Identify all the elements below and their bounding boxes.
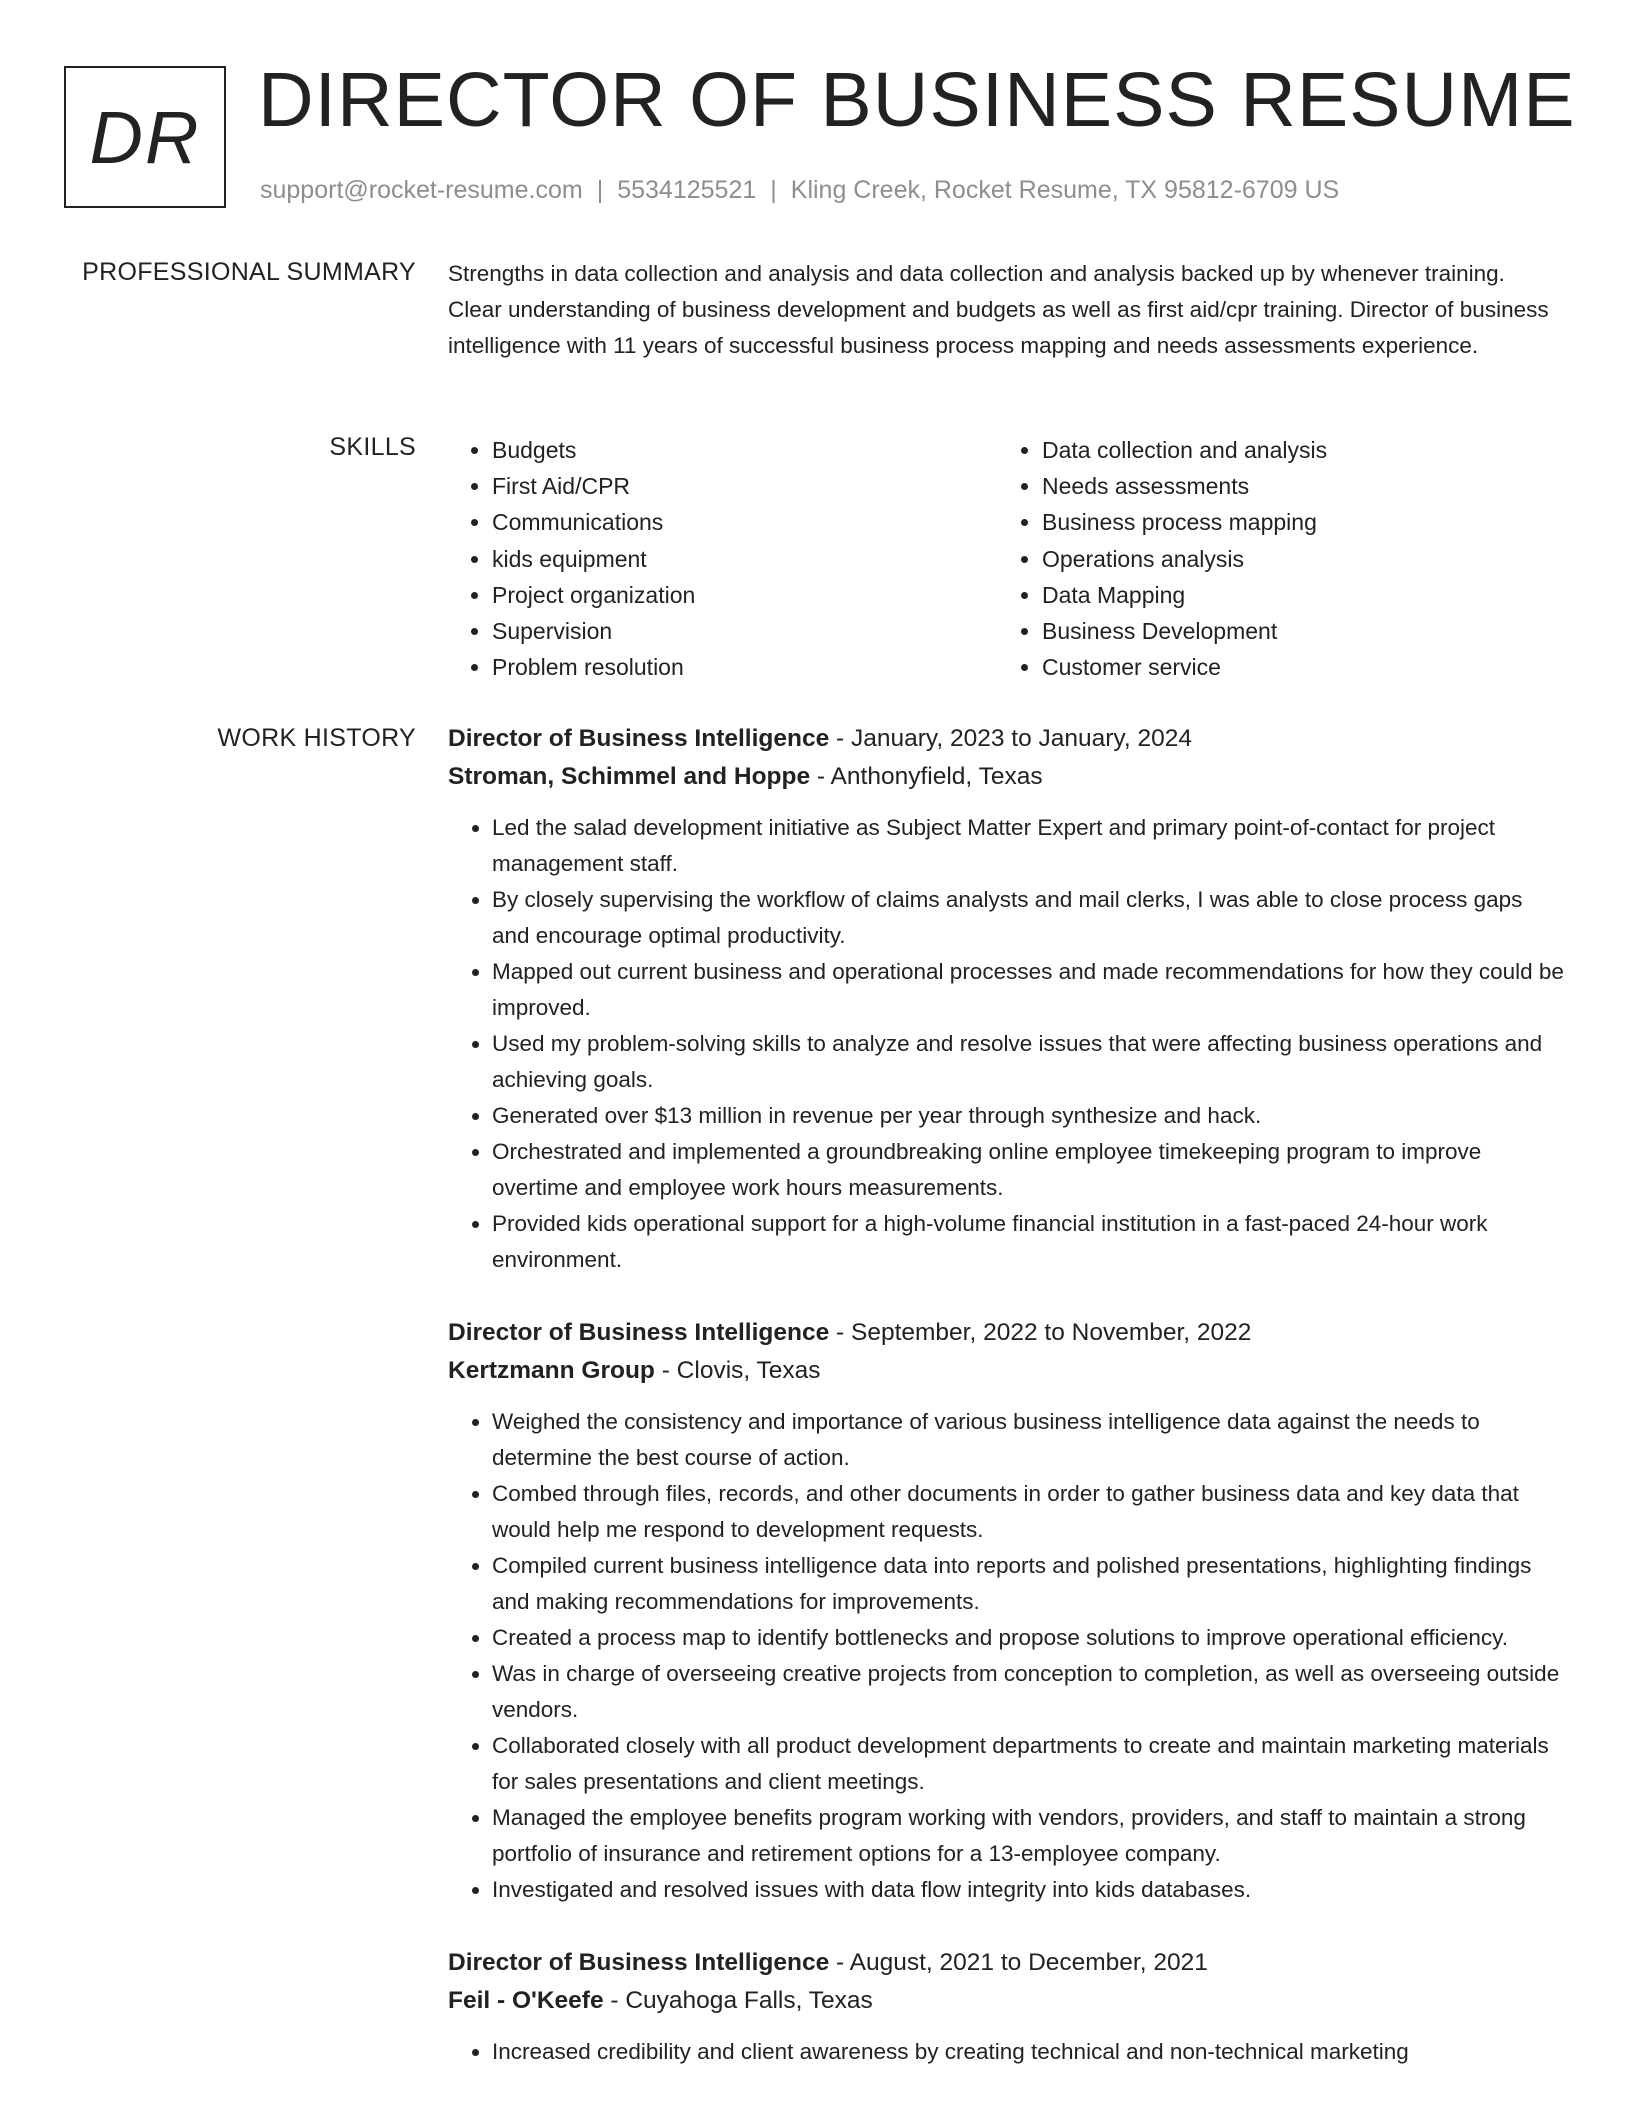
job-bullet: • Was in charge of overseeing creative projects from conception to completion, as well as overseeing outside vendors. [492,1656,1564,1728]
job-bullet: • Generated over $13 million in revenue per year through synthesize and hack. [492,1098,1564,1134]
job-bullets [448,1404,1564,1908]
contact-address: Kling Creek, Rocket Resume, TX 95812-6709 US [790,176,1340,204]
job-dates: - August, 2021 to December, 2021 [829,1949,1208,1976]
job-bullets [448,810,1564,1278]
summary-heading: PROFESSIONAL SUMMARY [82,258,416,286]
job-role: Director of Business Intelligence [448,1949,830,1976]
job-company-line [448,1982,1564,2020]
job-location: - Cuyahoga Falls, Texas [603,1987,873,2014]
skill-item: • Problem resolution [492,649,695,685]
skill-item: • Supervision [492,613,695,649]
skills-list-right [998,432,1327,685]
work-history-heading: WORK HISTORY [217,724,416,752]
job-bullet: • Orchestrated and implemented a groundbreaking online employee timekeeping program to improve overtime and employee work hours measurements. [492,1134,1564,1206]
job-role: Director of Business Intelligence [448,725,830,752]
job-title-line [448,720,1564,758]
job-bullet: • Weighed the consistency and importance of various business intelligence data against the needs to determine the best course of action. [492,1404,1564,1476]
job-title-line [448,1944,1564,1982]
skill-item: • First Aid/CPR [492,468,695,504]
job-bullet: • Created a process map to identify bottlenecks and propose solutions to improve operational efficiency. [492,1620,1564,1656]
contact-line [260,176,1339,205]
job-entry [448,1944,1564,2070]
skill-item: • Data Mapping [1042,577,1327,613]
job-bullet: • Collaborated closely with all product development departments to create and maintain marketing materials for sales presentations and client meetings. [492,1728,1564,1800]
job-bullet: • By closely supervising the workflow of claims analysts and mail clerks, I was able to close process gaps and encourage optimal productivity. [492,882,1564,954]
job-location: - Anthonyfield, Texas [810,763,1043,790]
job-bullet: • Used my problem-solving skills to analyze and resolve issues that were affecting business operations and achieving goals. [492,1026,1564,1098]
job-company: Kertzmann Group [448,1357,655,1384]
contact-separator: | [770,176,777,204]
skills-grid [448,432,1564,692]
job-bullet: • Combed through files, records, and other documents in order to gather business data and key data that would help me respond to development requests. [492,1476,1564,1548]
skills-list-left [448,432,695,685]
skill-item: • Communications [492,504,695,540]
job-bullet: • Compiled current business intelligence data into reports and polished presentations, highlighting findings and making recommendations for improvements. [492,1548,1564,1620]
skill-item: • kids equipment [492,541,695,577]
job-bullet: • Increased credibility and client awareness by creating technical and non-technical marketing [492,2034,1564,2070]
job-title-line [448,1314,1564,1352]
job-company: Stroman, Schimmel and Hoppe [448,763,811,790]
job-entry [448,720,1564,1278]
summary-text: Strengths in data collection and analysis and data collection and analysis backed up by whenever training. Clear understanding of business development and budgets as well as first aid/cpr training. Director of business intelligence with 11 years of successful business process mapping and needs assessments experience. [448,261,1549,358]
job-company: Feil - O'Keefe [448,1987,604,2014]
skill-item: • Business process mapping [1042,504,1327,540]
contact-phone[interactable]: 5534125521 [617,176,757,204]
job-bullets [448,2034,1564,2070]
skill-item: • Needs assessments [1042,468,1327,504]
skill-item: • Operations analysis [1042,541,1327,577]
job-bullet: • Investigated and resolved issues with data flow integrity into kids databases. [492,1872,1564,1908]
skill-item: • Business Development [1042,613,1327,649]
skills-heading: SKILLS [329,433,416,461]
job-dates: - September, 2022 to November, 2022 [829,1319,1252,1346]
job-bullet: • Managed the employee benefits program working with vendors, providers, and staff to maintain a strong portfolio of insurance and retirement options for a 13-employee company. [492,1800,1564,1872]
skill-item: • Customer service [1042,649,1327,685]
job-company-line [448,1352,1564,1390]
contact-email[interactable]: support@rocket-resume.com [260,176,583,204]
job-role: Director of Business Intelligence [448,1319,830,1346]
job-bullet: • Mapped out current business and operational processes and made recommendations for how they could be improved. [492,954,1564,1026]
skill-item: • Data collection and analysis [1042,432,1327,468]
monogram-box [64,66,226,208]
skill-item: • Budgets [492,432,695,468]
job-dates: - January, 2023 to January, 2024 [829,725,1192,752]
job-entry [448,1314,1564,1908]
job-bullet: • Led the salad development initiative as Subject Matter Expert and primary point-of-contact for project management staff. [492,810,1564,882]
monogram-initials: DR [89,95,201,179]
job-company-line [448,758,1564,796]
skill-item: • Project organization [492,577,695,613]
job-bullet: • Provided kids operational support for a high-volume financial institution in a fast-paced 24-hour work environment. [492,1206,1564,1278]
contact-separator: | [596,176,604,204]
job-location: - Clovis, Texas [654,1357,821,1384]
job-list [448,720,1564,2070]
resume-title: DIRECTOR OF BUSINESS RESUME [258,57,1576,143]
